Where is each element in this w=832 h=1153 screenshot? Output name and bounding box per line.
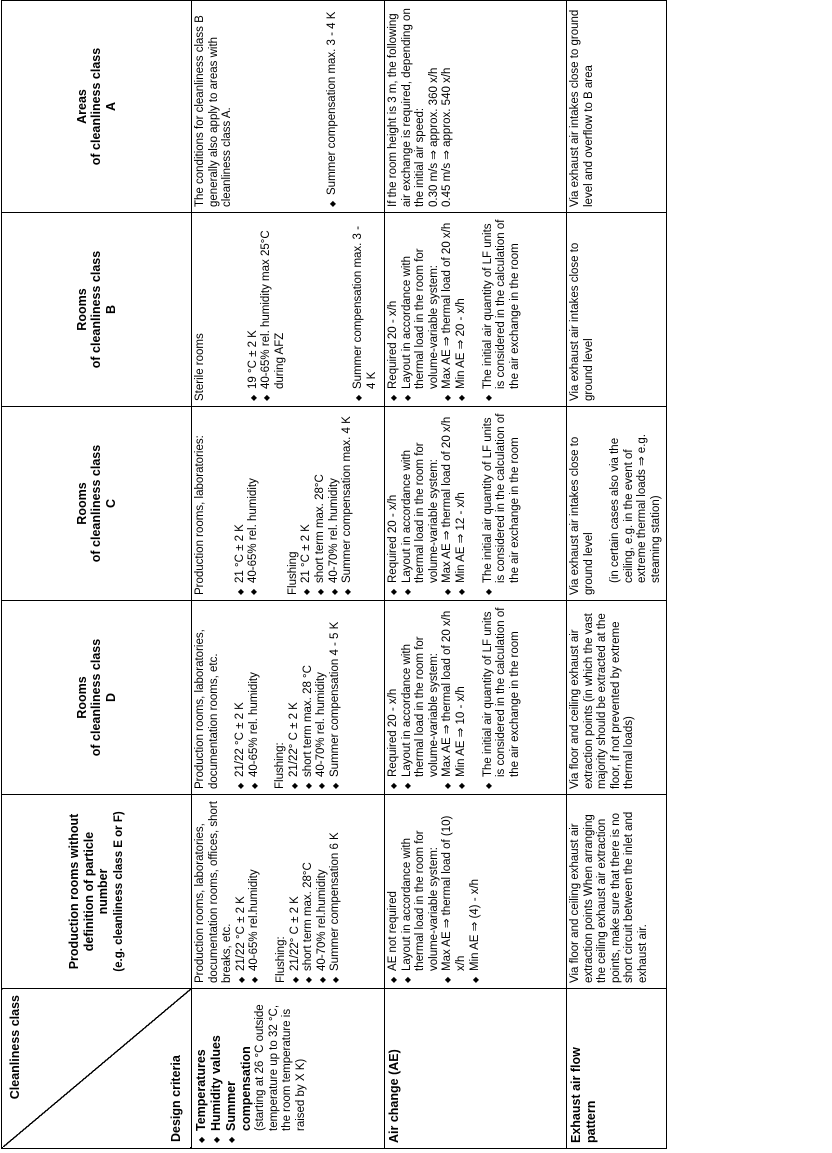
header-class-d: Rooms of cleanliness class D	[2, 601, 192, 795]
temp-production-rooms: Production rooms, laboratories, documentation rooms, offices, short breaks, etc. ◆ 21/22 °C ± 2 K ◆ 40-65% rel.humidity Flushing: ◆ 21/22° C ± 2 K ◆ short term max. 28°C ◆ 40-70% rel.humidity ◆ Summer compensation 6 K	[192, 795, 385, 989]
corner-top-label: Cleanliness class	[8, 995, 22, 1100]
exhaust-class-c: Via exhaust air intakes close to ground level (in certain cases also via the ceiling, e.g. in the event of extreme thermal loads ⇒ e.g. steaming station)	[567, 407, 667, 601]
exhaust-production-rooms: Via floor and ceiling exhaust air extraction points When arranging the ceiling exhaust air extraction points, make sure that there is no short circuit between the inlet and exhaust air.	[567, 795, 667, 989]
row-air-change	[385, 1, 567, 1149]
exhaust-class-a: Via exhaust air intakes close to ground level and overflow to B area	[567, 1, 667, 213]
temp-class-c: Production rooms, laboratories: ◆ 21 °C ± 2 K ◆ 40-65% rel. humidity Flushing ◆ 21 °C ± 2 K ◆ short term max. 28°C ◆ 40-70% rel. humidity ◆ Summer compensation max. 4 K	[192, 407, 385, 601]
criteria-note: (starting at 26 °C outside temperature up to 32 °C, the room temperature is raised by X K)	[254, 1004, 307, 1131]
exhaust-class-b: Via exhaust air intakes close to ground level	[567, 213, 667, 407]
criteria-exhaust-air: Exhaust air flow pattern	[567, 989, 667, 1149]
ae-class-d: ◆ Required 20 - x/h ◆ Layout in accordance with thermal load in the room for volume-variable system: ◆ Max AE ⇒ thermal load of 20 x/h ◆ Min AE ⇒ 10 - x/h ◆ The initial air quantity of LF units is considered in the calculation of the air exchange in the room	[385, 601, 567, 795]
temp-class-b: Sterile rooms ◆ 19 °C ± 2 K ◆ 40-65% rel. humidity max 25°C during AFZ ◆ Summer compensation max. 3 - 4 K	[192, 213, 385, 407]
ae-class-b: ◆ Required 20 - x/h ◆ Layout in accordance with thermal load in the room for volume-variable system: ◆ Max AE ⇒ thermal load of 20 x/h ◆ Min AE ⇒ 20 - x/h ◆ The initial air quantity of LF units is considered in the calculation of the air exchange in the room	[385, 213, 567, 407]
row-exhaust-air	[567, 1, 667, 1149]
header-row	[2, 1, 192, 1149]
corner-header	[2, 989, 192, 1149]
criteria-air-change: Air change (AE)	[385, 989, 567, 1149]
header-class-a: Areas of cleanliness class A	[2, 1, 192, 213]
temp-class-a: The conditions for cleanliness class B generally also apply to areas with cleanliness class A. ◆ Summer compensation max. 3 - 4 K	[192, 1, 385, 213]
header-production-rooms: Production rooms without definition of particle number (e.g. cleanliness class E or F)	[2, 795, 192, 989]
ae-class-c: ◆ Required 20 - x/h ◆ Layout in accordance with thermal load in the room for volume-variable system: ◆ Max AE ⇒ thermal load of 20 x/h ◆ Min AE ⇒ 12 - x/h ◆ The initial air quantity of LF units is considered in the calculation of the air exchange in the room	[385, 407, 567, 601]
exhaust-class-d: Via floor and ceiling exhaust air extraction points (in which the vast majority should be extracted at the floor, if not prevented by extreme thermal loads)	[567, 601, 667, 795]
ae-production-rooms: ◆ AE not required ◆ Layout in accordance with thermal load in the room for volume-variable system: ◆ Max AE ⇒ thermal load of (10) x/h ◆ Min AE ⇒ (4) - x/h	[385, 795, 567, 989]
corner-bottom-label: Design criteria	[168, 1055, 183, 1142]
cleanliness-class-table	[1, 0, 667, 1149]
header-class-b: Rooms of cleanliness class B	[2, 213, 192, 407]
ae-class-a: If the room height is 3 m, the following air exchange is required, depending on the initial air speed: 0.30 m/s ⇒ approx. 360 x/h 0.45 m/s ⇒ approx. 540 x/h	[385, 1, 567, 213]
temp-class-d: Production rooms, laboratories, documentation rooms, etc. ◆ 21/22 °C ± 2 K ◆ 40-65% rel. humidity Flushing: ◆ 21/22° C ± 2 K ◆ short term max. 28 °C ◆ 40-70% rel. humidity ◆ Summer compensation 4 - 5 K	[192, 601, 385, 795]
criteria-temperatures: ◆ Temperatures ◆ Humidity values ◆ Summer compensation (starting at 26 °C outside temperature up to 32 °C, the room temperature is raised by X K)	[192, 989, 385, 1149]
row-temperatures	[192, 1, 385, 1149]
header-class-c: Rooms of cleanliness class C	[2, 407, 192, 601]
